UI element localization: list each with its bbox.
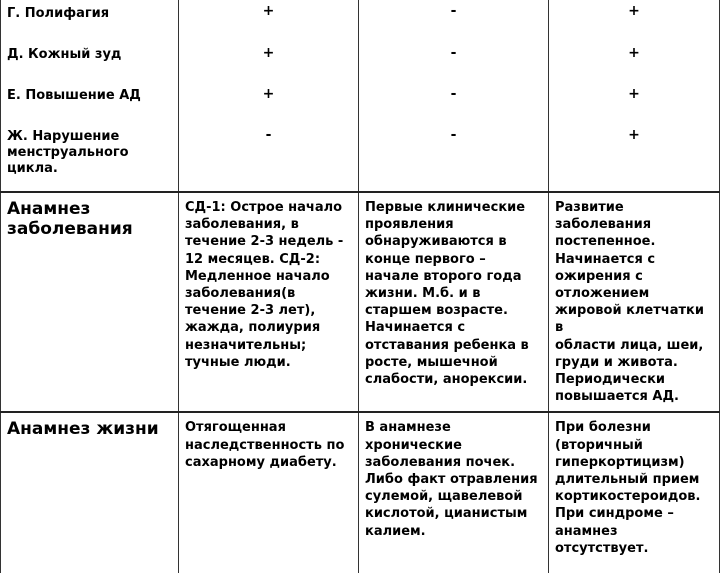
- sign-value: +: [628, 86, 640, 102]
- table-row: [1, 80, 720, 121]
- section-title: Анамнез жизни: [7, 419, 159, 440]
- sign-value: +: [262, 3, 275, 19]
- table-row: [1, 412, 720, 573]
- sign-value: +: [628, 45, 640, 61]
- section-cell: СД-1: Острое начало заболевания, в течение 2-3 недель - 12 месяцев. СД-2: Медленное начало заболевания(в течение 2-3 лет), жажда, полиурия незначительны; тучные люди.: [185, 200, 344, 370]
- sign-value: -: [265, 127, 272, 143]
- section-title: Анамнез заболевания: [7, 199, 133, 239]
- sign-value: +: [628, 127, 640, 143]
- table-row: [1, 39, 720, 80]
- section-cell: При болезни (вторичный гиперкортицизм) длительный прием кортикостероидов. При синдроме – анамнез отсутствует.: [555, 420, 701, 556]
- section-cell: В анамнезе хронические заболевания почек. Либо факт отравления сулемой, щавелевой кислотой, цианистым калием.: [365, 420, 538, 539]
- feature-label: Е. Повышение АД: [7, 88, 141, 103]
- sign-value: +: [628, 3, 640, 19]
- sign-value: +: [262, 86, 275, 102]
- sign-value: -: [450, 86, 457, 102]
- sign-value: -: [450, 127, 457, 143]
- section-cell: Первые клинические проявления обнаруживаются в конце первого – начале второго года жизни. М.б. и в старшем возрасте. Начинается с отставания ребенка в росте, мышечной слабости, анорексии.: [365, 200, 529, 388]
- section-cell: Отягощенная наследственность по сахарному диабету.: [185, 420, 345, 470]
- table-row: [1, 192, 720, 412]
- feature-label: Д. Кожный зуд: [7, 47, 122, 62]
- feature-label: Г. Полифагия: [7, 6, 110, 21]
- feature-label: Ж. Нарушение менструального цикла.: [7, 129, 129, 176]
- table-row: [1, 0, 720, 39]
- table-row: [1, 121, 720, 192]
- section-cell: Развитие заболевания постепенное. Начинается с ожирения с отложением жировой клетчатки в области лица, шеи, груди и живота. Периодически повышается АД.: [555, 200, 704, 405]
- sign-value: -: [450, 45, 457, 61]
- sign-value: +: [262, 45, 275, 61]
- sign-value: -: [450, 3, 457, 19]
